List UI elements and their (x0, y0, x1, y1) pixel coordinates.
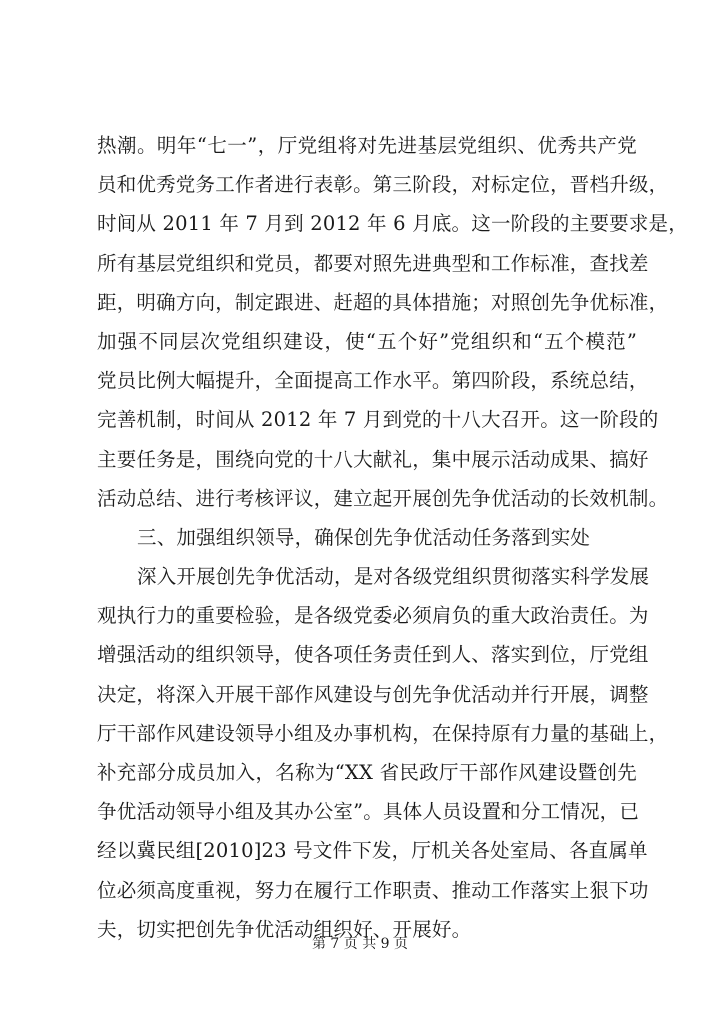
text-line: 经以冀民组[2010]23 号文件下发，厅机关各处室局、各直属单 (97, 839, 648, 863)
text-line: 观执行力的重要检验，是各级党委必须肩负的重大政治责任。为 (97, 604, 649, 628)
text-line: 热潮。明年“七一”，厅党组将对先进基层党组织、优秀共产党 (97, 134, 637, 157)
text-line: 加强不同层次党组织建设，使“五个好”党组织和“五个模范” (97, 329, 637, 353)
text-line: 主要任务是，围绕向党的十八大献礼，集中展示活动成果、搞好 (97, 447, 649, 471)
text-line: 距，明确方向，制定跟进、赶超的具体措施；对照创先争优标准， (97, 290, 669, 314)
text-line: 完善机制，时间从 2012 年 7 月到党的十八大召开。这一阶段的 (97, 408, 659, 432)
paragraph-first-line: 深入开展创先争优活动，是对各级党组织贯彻落实科学发展 (137, 565, 650, 589)
text-line: 决定，将深入开展干部作风建设与创先争优活动并行开展，调整 (97, 682, 649, 706)
text-line: 党员比例大幅提升，全面提高工作水平。第四阶段，系统总结， (97, 369, 649, 393)
text-line: 夫，切实把创先争优活动组织好、开展好。 (97, 917, 472, 941)
section-heading: 三、加强组织领导，确保创先争优活动任务落到实处 (137, 525, 591, 549)
page-footer: 第 7 页 共 9 页 (311, 936, 409, 952)
text-line: 增强活动的组织领导，使各项任务责任到人、落实到位，厅党组 (97, 643, 649, 667)
text-line: 员和优秀党务工作者进行表彰。第三阶段，对标定位，晋档升级， (97, 173, 669, 197)
text-line: 活动总结、进行考核评议，建立起开展创先争优活动的长效机制。 (97, 486, 669, 510)
text-line: 争优活动领导小组及其办公室”。具体人员设置和分工情况，已 (97, 800, 640, 824)
text-line: 所有基层党组织和党员，都要对照先进典型和工作标准，查找差 (97, 251, 649, 275)
text-line: 补充部分成员加入，名称为“XX 省民政厅干部作风建设暨创先 (97, 761, 637, 784)
text-line: 位必须高度重视，努力在履行工作职责、推动工作落实上狠下功 (97, 878, 649, 902)
text-line: 厅干部作风建设领导小组及办事机构，在保持原有力量的基础上， (97, 721, 669, 745)
text-line: 时间从 2011 年 7 月到 2012 年 6 月底。这一阶段的主要要求是， (97, 212, 688, 236)
body-text (97, 126, 688, 949)
